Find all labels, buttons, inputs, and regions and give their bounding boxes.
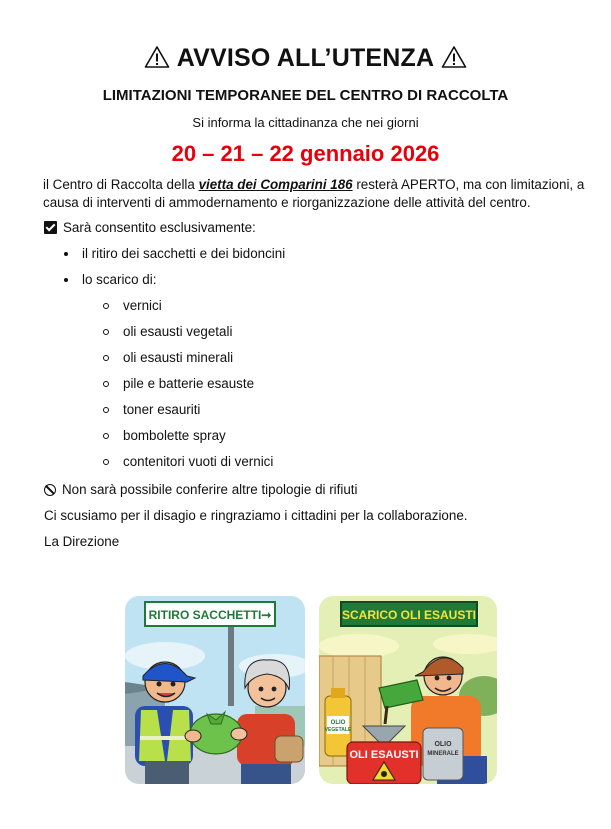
can-label: OLIO [434, 741, 452, 748]
bottle-label: OLIO [330, 720, 346, 726]
circle-bullet-icon [103, 355, 109, 361]
scarico-item: oli esausti minerali [123, 350, 234, 365]
allowed-heading [44, 220, 256, 235]
illustration-scarico-oli [319, 596, 497, 784]
can-label: MINERALE [427, 751, 459, 757]
scarico-item: oli esausti vegetali [123, 324, 233, 339]
address: vietta dei Comparini 186 [198, 177, 353, 192]
not-allowed-text: Non sarà possibile conferire altre tipologie di rifiuti [62, 482, 358, 497]
para-prefix: il Centro di Raccolta della [43, 177, 199, 192]
circle-bullet-icon [103, 329, 109, 335]
illustration-ritiro-sacchetti [125, 596, 305, 784]
para-suffix: resterà APERTO, ma con limitazioni, a causa di interventi di ammodernamento e riorganizzazione delle attività del centro. [43, 177, 585, 210]
bullet-icon [64, 252, 68, 256]
bottle-label: VEGETALE [324, 727, 352, 733]
closure-dates: 20 – 21 – 22 gennaio 2026 [171, 141, 440, 166]
notice-title-text: AVVISO ALL’UTENZA [176, 44, 434, 72]
sign-text: SCARICO OLI ESAUSTI [341, 608, 477, 622]
apology-text: Ci scusiamo per il disagio e ringraziamo i cittadini per la collaborazione. [44, 508, 468, 523]
bullet-icon [64, 278, 68, 282]
scarico-item: toner esauriti [123, 402, 201, 417]
intro-text: Si informa la cittadinanza che nei giorni [192, 115, 419, 130]
scarico-item: pile e batterie esauste [123, 376, 255, 391]
circle-bullet-icon [103, 433, 109, 439]
scarico-item: vernici [123, 298, 162, 313]
notice-title [0, 44, 611, 73]
circle-bullet-icon [103, 459, 109, 465]
notice-subtitle: LIMITAZIONI TEMPORANEE DEL CENTRO DI RACCOLTA [102, 87, 509, 104]
checkbox-checked-icon [44, 221, 57, 234]
circle-bullet-icon [103, 381, 109, 387]
not-allowed-notice [44, 482, 357, 497]
main-paragraph [43, 176, 588, 212]
barrel-label: OLI ESAUSTI [349, 749, 419, 761]
prohibited-icon [44, 484, 56, 496]
allowed-item: lo scarico di: [82, 272, 157, 287]
scarico-item: bombolette spray [123, 428, 226, 443]
sign-text: RITIRO SACCHETTI➞ [148, 608, 272, 622]
circle-bullet-icon [103, 407, 109, 413]
allowed-heading-text: Sarà consentito esclusivamente: [63, 220, 256, 235]
circle-bullet-icon [103, 303, 109, 309]
warning-triangle-icon [144, 45, 170, 69]
scarico-item: contenitori vuoti di vernici [123, 454, 274, 469]
warning-triangle-icon [441, 45, 467, 69]
allowed-item: il ritiro dei sacchetti e dei bidoncini [82, 246, 286, 261]
signature: La Direzione [44, 534, 120, 549]
